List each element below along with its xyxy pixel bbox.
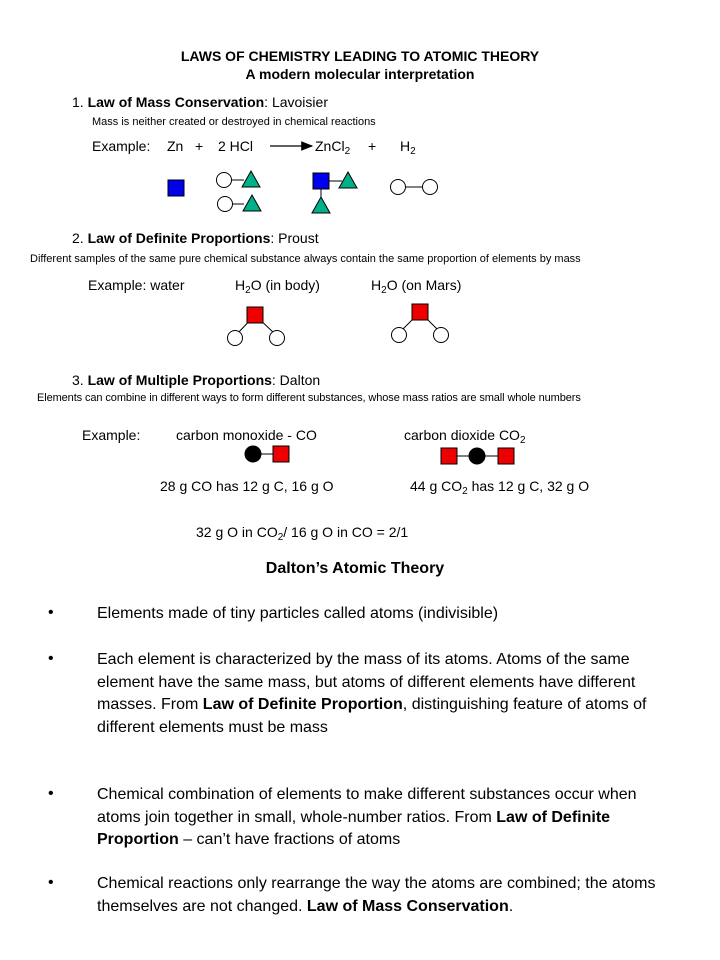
law2-author: : Proust xyxy=(270,230,319,246)
law1-description: Mass is neither created or destroyed in chemical reactions xyxy=(92,116,376,128)
law3-co2-mass-sub: 2 xyxy=(462,486,468,497)
bullet-4-a: Chemical reactions only rearrange the way the atoms are combined; the atoms themselves are not changed. xyxy=(97,875,656,915)
co-molecule-icon xyxy=(245,446,289,462)
bullet-2-bold: Law of Definite Proportion xyxy=(202,696,403,713)
law1-h-sub: 2 xyxy=(410,146,416,157)
bullet-3-bold: Law of Definite Proportion xyxy=(97,808,611,848)
law3-co2-mass-a: 44 g CO xyxy=(410,478,463,494)
page-subtitle: A modern molecular interpretation xyxy=(245,66,475,82)
law2-mars-sub: 2 xyxy=(381,285,387,296)
law3-ratio-sub: 2 xyxy=(277,532,284,543)
law3-co-mass: 28 g CO has 12 g C, 16 g O xyxy=(160,478,334,494)
law3-example-label: Example: xyxy=(82,427,141,443)
law2-name: Law of Definite Proportions xyxy=(87,230,271,246)
law2-body-sub: 2 xyxy=(245,285,251,296)
law3-number: 3. xyxy=(72,372,84,388)
law2-mars-rest: O (on Mars) xyxy=(386,277,462,293)
law2-mars-h: H xyxy=(371,277,382,293)
law2-body-h: H xyxy=(235,277,246,293)
bullet-4-b: . xyxy=(508,897,514,915)
bullet-2-b: , distinguishing feature of atoms of different elements must be mass xyxy=(97,696,647,736)
law2-number: 2. xyxy=(72,230,84,246)
bullet-3-a: Chemical combination of elements to make different substances occur when atoms join together in small, whole-number ratios. From xyxy=(97,786,637,826)
law3-name: Law of Multiple Proportions xyxy=(87,372,272,388)
bullet-4-text xyxy=(97,873,657,918)
water-molecule-mars-icon xyxy=(392,304,449,343)
water-molecule-body-icon xyxy=(228,307,285,346)
page-title: LAWS OF CHEMISTRY LEADING TO ATOMIC THEORY xyxy=(180,48,540,64)
law1-zn: Zn xyxy=(167,138,184,154)
bullet-1-text: Elements made of tiny particles called atoms (indivisible) xyxy=(97,605,499,622)
law2-body-rest: O (in body) xyxy=(250,277,320,293)
law1-plus-1: + xyxy=(195,138,204,154)
law1-hcl: 2 HCl xyxy=(218,138,254,154)
law3-author: : Dalton xyxy=(271,372,321,388)
law1-h-text: H xyxy=(400,138,411,154)
law3-co2-sub: 2 xyxy=(519,435,526,446)
bullet-2-a: Each element is characterized by the mass of its atoms. Atoms of the same element have the same mass, but atoms of different elements have different masses. From xyxy=(97,651,636,713)
zn-atom-icon xyxy=(168,180,184,196)
law1-plus-2: + xyxy=(368,138,377,154)
co2-molecule-icon xyxy=(441,448,514,464)
hcl-molecule-icon xyxy=(218,195,262,212)
bullet-4-bold: Law of Mass Conservation xyxy=(306,897,509,915)
law1-zncl-text: ZnCl xyxy=(315,138,345,154)
dalton-heading: Dalton’s Atomic Theory xyxy=(265,560,445,577)
law3-co-label: carbon monoxide - CO xyxy=(176,427,317,443)
law3-ratio-b: / 16 g O in CO = 2/1 xyxy=(283,524,409,540)
zncl2-molecule-icon xyxy=(312,172,357,213)
law3-ratio-a: 32 g O in CO xyxy=(196,524,278,540)
bullet-2-icon: • xyxy=(48,650,54,667)
bullet-4-icon: • xyxy=(48,874,54,891)
bullet-3-icon: • xyxy=(48,785,54,802)
law1-author: : Lavoisier xyxy=(264,94,328,110)
law2-example-label: Example: water xyxy=(88,277,185,293)
bullet-2-text xyxy=(97,649,657,739)
law1-zncl-sub: 2 xyxy=(344,146,351,157)
h2-molecule-icon xyxy=(391,180,438,195)
law1-name: Law of Mass Conservation xyxy=(87,94,265,110)
law3-description: Elements can combine in different ways to form different substances, whose mass ratios are small whole numbers xyxy=(37,392,581,404)
bullet-3-text xyxy=(97,784,657,852)
law1-number: 1. xyxy=(72,94,84,110)
law2-description: Different samples of the same pure chemical substance always contain the same proportion of elements by mass xyxy=(30,253,581,265)
hcl-molecule-icon xyxy=(217,171,261,188)
bullet-3-b: – can’t have fractions of atoms xyxy=(178,831,401,848)
law3-co2-text: carbon dioxide CO xyxy=(404,427,520,443)
bullet-1-icon: • xyxy=(48,604,54,621)
law1-example-label: Example: xyxy=(92,138,151,154)
law3-co2-mass-b: has 12 g C, 32 g O xyxy=(467,478,590,494)
